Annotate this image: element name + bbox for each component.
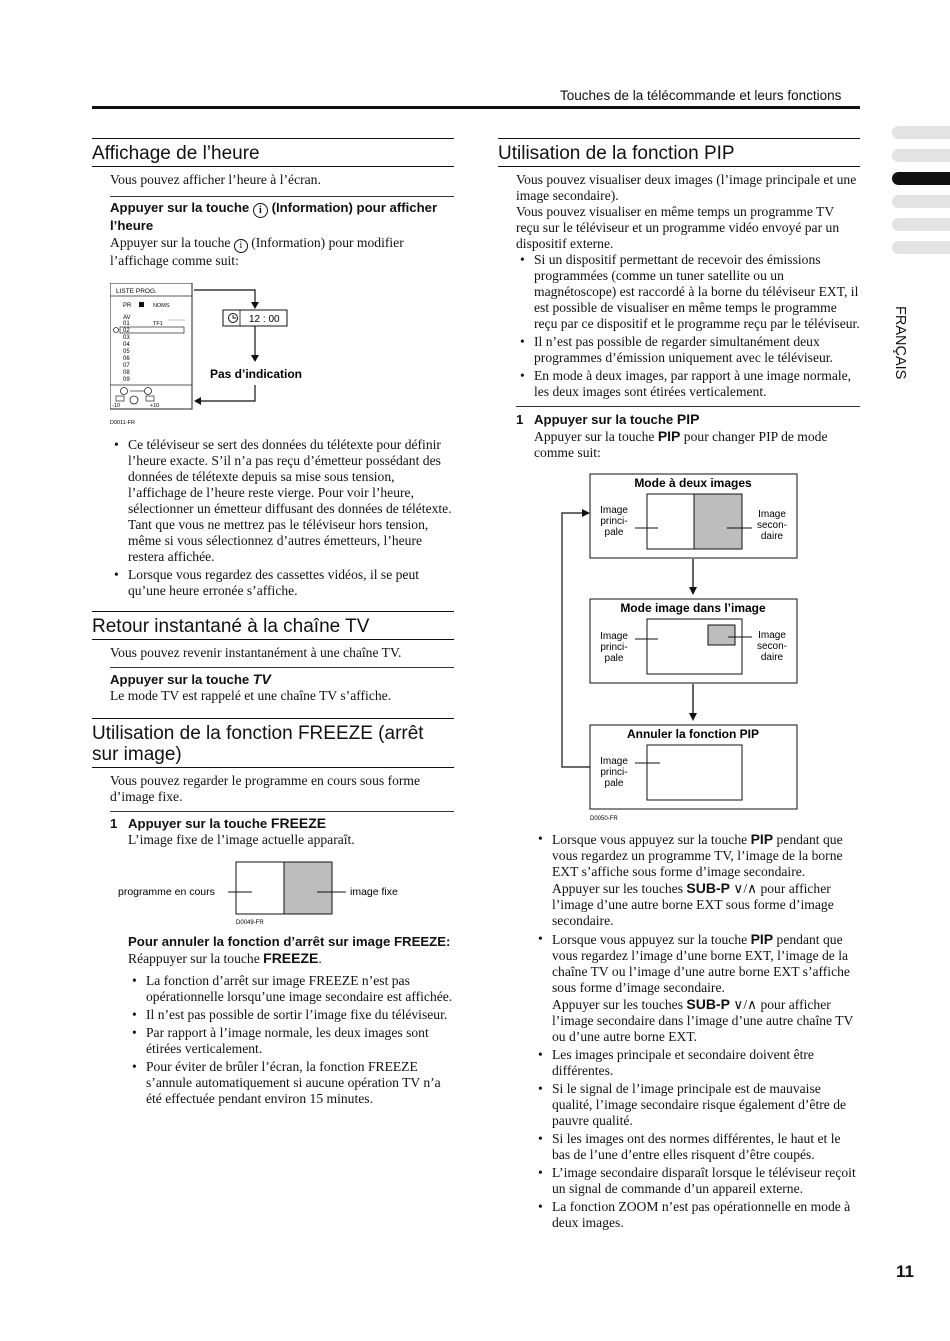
row-05: 05 (123, 349, 130, 355)
side-tab (892, 126, 950, 139)
section-title-pip: Utilisation de la fonction PIP (498, 138, 860, 167)
image-fixe-label: image fixe (350, 886, 398, 898)
page-number: 11 (896, 1262, 914, 1281)
subp-key: SUB-P (686, 880, 730, 896)
clock-figure (110, 283, 454, 431)
pip-diagram (560, 473, 860, 825)
mode2-title: Mode image dans l’image (620, 601, 766, 615)
principale-label: pale (604, 778, 624, 789)
list-item: • Il n’est pas possible de regarder simultanément deux programmes d’émission uniquement avec le téléviseur. (516, 334, 860, 366)
side-tab (892, 218, 950, 231)
still-image-area (284, 862, 332, 914)
secondaire-label: daire (760, 652, 784, 663)
list-item: • En mode à deux images, par rapport à une image normale, les deux images sont étirées verticalement. (516, 368, 860, 400)
fig-code: D0049-FR (236, 920, 264, 926)
freeze-intro: Vous pouvez regarder le programme en cours sous forme d’image fixe. (110, 773, 421, 804)
heure-desc: Appuyer sur la touche i (Information) pour modifier l’affichage comme suit: (110, 235, 404, 268)
pip-bullets (534, 831, 860, 1231)
programme-label: programme en cours (118, 886, 215, 898)
freeze-step: 1 Appuyer sur la touche FREEZE (110, 815, 327, 831)
row-02: 02 (123, 328, 130, 334)
section-title-freeze: Utilisation de la fonction FREEZE (arrêt sur image) (92, 718, 454, 768)
mode1-title: Mode à deux images (634, 476, 752, 490)
freeze-desc: L’image fixe de l’image actuelle apparaît. (128, 832, 355, 847)
pip-key: PIP (750, 931, 774, 947)
side-tabs (892, 126, 950, 264)
side-tab-active (892, 172, 950, 185)
side-tab (892, 195, 950, 208)
heure-step: Appuyer sur la touche i (Information) pour afficher l’heure (110, 200, 438, 233)
principale-label: Image (600, 756, 628, 767)
freeze-key: FREEZE (270, 815, 327, 831)
pip-intro-2: Vous pouvez visualiser en même temps un programme TV reçu sur le téléviseur et un programme vidéo envoyé par un dispositif externe. (516, 204, 840, 251)
principale-label: pale (604, 527, 624, 538)
principale-label: pale (604, 653, 624, 664)
heure-bullets (110, 437, 454, 599)
arrow-back (200, 385, 255, 401)
freeze-cancel-title: Pour annuler la fonction d’arrêt sur image FREEZE: (128, 934, 451, 949)
subp-key: SUB-P (686, 996, 730, 1012)
secondaire-label: daire (760, 531, 784, 542)
secondaire-label: secon- (756, 520, 788, 531)
freeze-cancel: Réappuyer sur la touche FREEZE. (128, 950, 322, 966)
side-tab (892, 149, 950, 162)
info-icon: i (253, 203, 268, 218)
freeze-figure (116, 858, 454, 930)
language-label (888, 306, 918, 396)
list-item: • Lorsque vous appuyez sur la touche PIP pendant que vous regardez l’image d’une borne EXT, l’image de la chaîne TV ou l’image d’une autre borne EXT s’affiche sous forme d’image secondaire. Appuyer sur les touches SUB-P ∨/∧ pour afficher l’image secondaire dans l’image d’une autre chaîne TV ou d’une autre borne EXT. (534, 931, 860, 1045)
list-item: • Si un dispositif permettant de recevoir des émissions programmées (comme un tuner satellite ou un magnétoscope) est raccordé à la borne du téléviseur EXT, il est possible de visualiser en même temps le programme reçu par ce dispositif et le programme reçu par le téléviseur. (516, 252, 860, 332)
list-item: • Ce téléviseur se sert des données du télétexte pour définir l’heure exacte. S’il n’a pas reçu d’émetteur possédant des données de télétexte depuis sa mise sous tension, l’affichage de l’heure reste vierge. Pour voir l’heure, sélectionner un émetteur diffusant des données de télétexte. Tant que vous ne mettrez pas le téléviseur hors tension, même si vous sélectionnez d’autres émetteurs, l’heure restera affichée. (110, 437, 454, 565)
list-item: • Pour éviter de brûler l’écran, la fonction FREEZE s’annule automatiquement si aucune opération TV n’a été effectuée pendant environ 15 minutes. (128, 1059, 454, 1107)
row-07: 07 (123, 363, 130, 369)
list-item: • La fonction d’arrêt sur image FREEZE n’est pas opérationnelle lorsqu’une image secondaire est affichée. (128, 973, 454, 1005)
freeze-bullets (128, 973, 454, 1107)
plus10: +10 (150, 403, 160, 409)
list-item: • Par rapport à l’image normale, les deux images sont étirées verticalement. (128, 1025, 454, 1057)
right-column (498, 138, 860, 1233)
side-tab (892, 241, 950, 254)
loop-arrow (562, 513, 590, 767)
row-08: 08 (123, 370, 130, 376)
pip-intro-1: Vous pouvez visualiser deux images (l’image principale et une image secondaire). (516, 172, 857, 203)
left-column (92, 138, 454, 1109)
retour-intro: Vous pouvez revenir instantanément à une chaîne TV. (110, 645, 402, 660)
header-rule (92, 106, 860, 109)
pas-indication-label: Pas d’indication (210, 367, 303, 381)
secondary-image (708, 625, 735, 645)
principale-label: princi- (600, 767, 628, 778)
list-item: • L’image secondaire disparaît lorsque le téléviseur reçoit un signal de commande d’un appareil externe. (534, 1165, 860, 1197)
principale-label: princi- (600, 642, 628, 653)
list-item: • Lorsque vous regardez des cassettes vidéos, il se peut qu’une heure erronée s’affiche. (110, 567, 454, 599)
row-01: 01 (123, 321, 130, 327)
section-title-heure: Affichage de l’heure (92, 138, 454, 167)
pip-step: 1 Appuyer sur la touche PIP (516, 411, 700, 427)
secondaire-label: Image (758, 509, 786, 520)
pip-desc: Appuyer sur la touche PIP pour changer PIP de mode comme suit: (534, 428, 828, 460)
principale-label: Image (600, 505, 628, 516)
col-noms: NOMS (153, 303, 170, 309)
row-06: 06 (123, 356, 130, 362)
secondary-image (694, 494, 742, 549)
name-tf1: TF1 (153, 321, 163, 327)
pip-key: PIP (750, 831, 774, 847)
row-09: 09 (123, 377, 130, 383)
freeze-key: FREEZE (263, 950, 319, 966)
mode3-title: Annuler la fonction PIP (626, 727, 760, 741)
row-03: 03 (123, 335, 130, 341)
fig-code: D0011-FR (110, 420, 135, 426)
lock-icon (139, 302, 144, 307)
section-title-retour: Retour instantané à la chaîne TV (92, 611, 454, 640)
secondaire-label: secon- (756, 641, 788, 652)
tv-key: TV (252, 671, 271, 687)
row-04: 04 (123, 342, 130, 348)
list-item: • Les images principale et secondaire doivent être différentes. (534, 1047, 860, 1079)
running-header: Touches de la télécommande et leurs fonctions (560, 88, 842, 103)
heure-intro: Vous pouvez afficher l’heure à l’écran. (110, 172, 321, 187)
info-icon: i (234, 239, 248, 253)
pip-key: PIP (657, 428, 681, 444)
principale-label: Image (600, 631, 628, 642)
arrow-to-clock (194, 290, 255, 303)
retour-desc: Le mode TV est rappelé et une chaîne TV s’affiche. (110, 688, 392, 703)
liste-title: LISTE PROG. (116, 288, 157, 295)
pip-key: PIP (676, 411, 700, 427)
clock-time: 12 : 00 (249, 314, 280, 325)
minus10: -10 (112, 403, 120, 409)
col-pr: PR (123, 303, 132, 309)
list-item: • Lorsque vous appuyez sur la touche PIP pendant que vous regardez un programme TV, l’image de la borne EXT s’affiche sous forme d’image secondaire. Appuyer sur les touches SUB-P ∨/∧ pour afficher l’image d’une autre borne EXT sous forme d’image secondaire. (534, 831, 860, 929)
row-av: AV (123, 315, 131, 321)
list-item: • La fonction ZOOM n’est pas opérationnelle en mode à deux images. (534, 1199, 860, 1231)
secondaire-label: Image (758, 630, 786, 641)
list-item: • Il n’est pas possible de sortir l’image fixe du téléviseur. (128, 1007, 454, 1023)
list-item: • Si le signal de l’image principale est de mauvaise qualité, l’image secondaire risque également d’être de pauvre qualité. (534, 1081, 860, 1129)
list-item: • Si les images ont des normes différentes, le haut et le bas de l’une d’entre elles risquent d’être coupés. (534, 1131, 860, 1163)
pip-intro-bullets (516, 252, 860, 400)
principale-label: princi- (600, 516, 628, 527)
language-text: FRANÇAIS (892, 306, 908, 380)
retour-step: Appuyer sur la touche TV (110, 671, 271, 687)
fig-code: D0050-FR (590, 816, 618, 822)
